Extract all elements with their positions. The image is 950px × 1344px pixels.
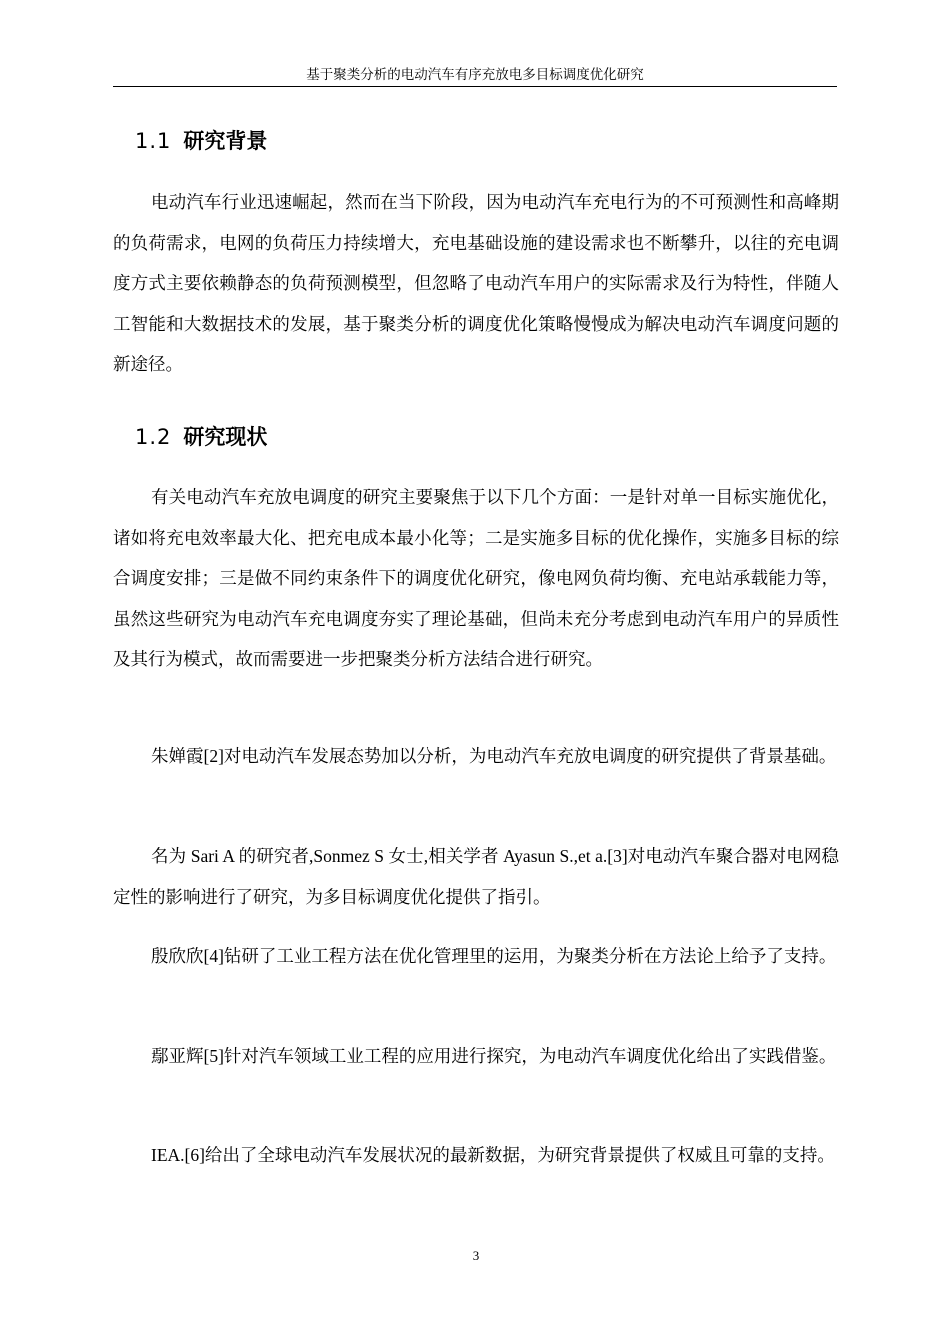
section-title: 研究背景 — [183, 129, 268, 153]
paragraph-ref-5: 鄢亚辉[5]针对汽车领域工业工程的应用进行探究，为电动汽车调度优化给出了实践借鉴。 — [151, 1046, 837, 1066]
paragraph-status-overview: 有关电动汽车充放电调度的研究主要聚焦于以下几个方面：一是针对单一目标实施优化，诸如将充电效率最大化、把充电成本最小化等；二是实施多目标的优化操作，实施多目标的综合调度安排；三是做不同约束条件下的调度优化研究，像电网负荷均衡、充电站承载能力等，虽然这些研究为电动汽车充电调度夯实了理论基础，但尚未充分考虑到电动汽车用户的异质性及其行为模式，故而需要进一步把聚类分析方法结合进行研究。 — [113, 487, 839, 669]
paragraph-ref-6: IEA.[6]给出了全球电动汽车发展状况的最新数据，为研究背景提供了权威且可靠的支持。 — [151, 1145, 835, 1165]
paragraph-ref-4: 殷欣欣[4]钻研了工业工程方法在优化管理里的运用，为聚类分析在方法论上给予了支持。 — [151, 946, 837, 966]
section-number: 1.2 — [135, 425, 172, 449]
section-heading-background — [135, 128, 267, 154]
page-number: 3 — [472, 1248, 480, 1263]
section-title: 研究现状 — [183, 425, 268, 449]
paragraph-background: 电动汽车行业迅速崛起，然而在当下阶段，因为电动汽车充电行为的不可预测性和高峰期的负荷需求，电网的负荷压力持续增大，充电基础设施的建设需求也不断攀升，以往的充电调度方式主要依赖静态的负荷预测模型，但忽略了电动汽车用户的实际需求及行为特性，伴随人工智能和大数据技术的发展，基于聚类分析的调度优化策略慢慢成为解决电动汽车调度问题的新途径。 — [113, 192, 839, 374]
paragraph-ref-2: 朱婵霞[2]对电动汽车发展态势加以分析，为电动汽车充放电调度的研究提供了背景基础。 — [151, 746, 837, 766]
paragraph-ref-3: 名为 Sari A 的研究者,Sonmez S 女士,相关学者 Ayasun S.,et a.[3]对电动汽车聚合器对电网稳定性的影响进行了研究，为多目标调度优化提供了指引。 — [113, 846, 839, 907]
running-header: 基于聚类分析的电动汽车有序充放电多目标调度优化研究 — [113, 66, 837, 87]
section-number: 1.1 — [135, 129, 172, 153]
section-heading-status — [135, 424, 267, 450]
